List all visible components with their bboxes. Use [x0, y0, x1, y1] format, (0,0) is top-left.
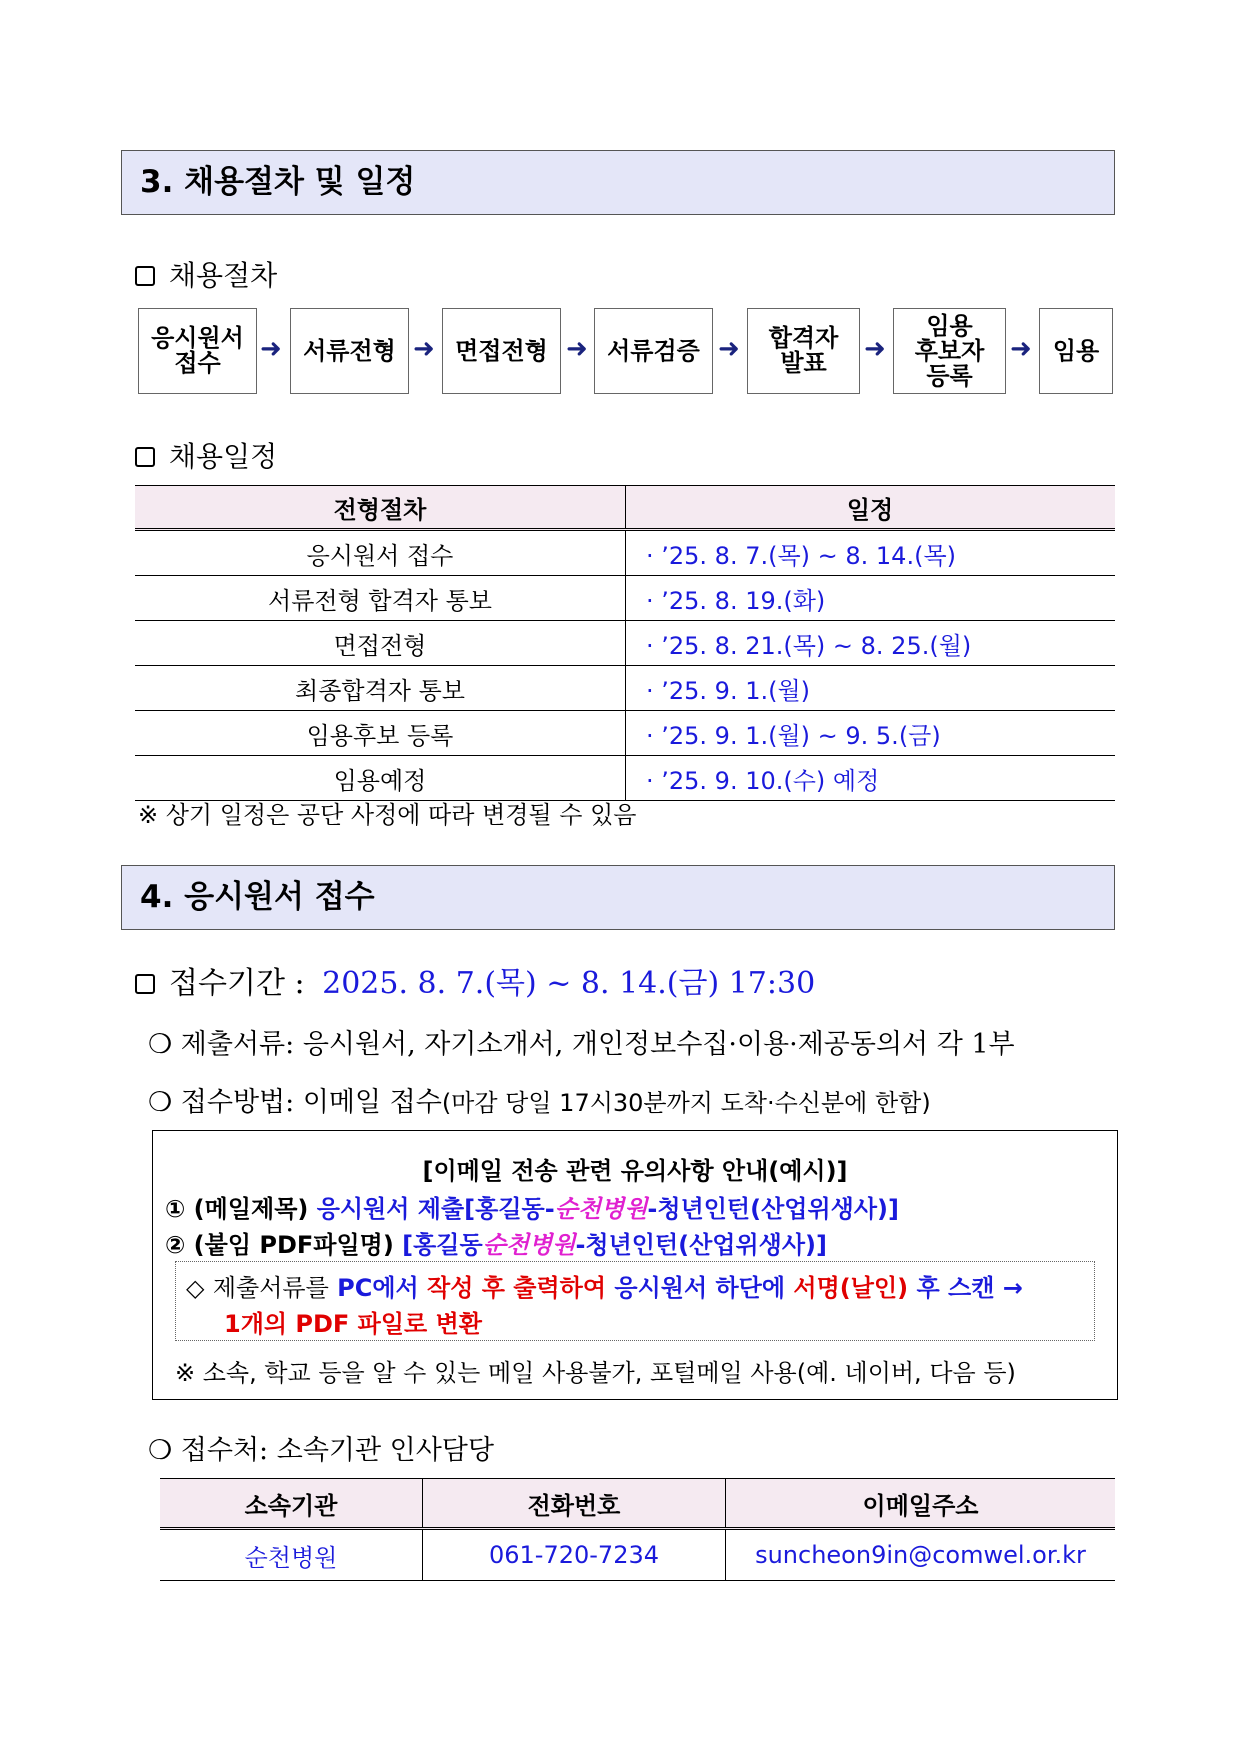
stage-cell: 임용후보 등록 — [135, 711, 626, 756]
notice-line-2: ② (붙임 PDF파일명) [홍길동순천병원-청년인턴(산업위생사)] — [165, 1231, 827, 1259]
notice-inner-line-1: ◇ 제출서류를 PC에서 작성 후 출력하여 응시원서 하단에 서명(날인) 후 스캔 → — [186, 1274, 1023, 1302]
procedure-title: 채용절차 — [135, 254, 277, 294]
table-row — [135, 666, 1115, 711]
step-application: 응시원서 접수 — [138, 308, 257, 394]
section3-header: 3. 채용절차 및 일정 — [121, 150, 1115, 215]
office-value: 소속기관 인사담당 — [276, 1435, 494, 1466]
contact-phone: 061-720-7234 — [423, 1529, 726, 1581]
method-note: (마감 당일 17시30분까지 도착·수신분에 한함) — [441, 1089, 931, 1117]
method-label: ❍ 접수방법: — [148, 1087, 295, 1118]
arrow-icon: ➜ — [413, 334, 435, 364]
step-document-verification: 서류검증 — [594, 308, 713, 394]
stage-cell: 면접전형 — [135, 621, 626, 666]
stage-cell: 임용예정 — [135, 756, 626, 801]
period-label: 접수기간 : — [169, 966, 305, 1001]
table-row — [135, 621, 1115, 666]
docs-value: 응시원서, 자기소개서, 개인정보수집·이용·제공동의서 각 1부 — [302, 1029, 1015, 1060]
notice-footnote: ※ 소속, 학교 등을 알 수 있는 메일 사용불가, 포털메일 사용(예. 네이버, 다음 등) — [175, 1359, 1016, 1387]
period-value: 2025. 8. 7.(목) ~ 8. 14.(금) 17:30 — [322, 966, 816, 1001]
date-cell: · ’25. 9. 10.(수) 예정 — [626, 756, 1116, 801]
date-cell: · ’25. 8. 21.(목) ~ 8. 25.(월) — [626, 621, 1116, 666]
stage-cell: 응시원서 접수 — [135, 530, 626, 576]
contact-table — [160, 1478, 1115, 1581]
office-line — [148, 1428, 494, 1467]
office-label: ❍ 접수처: — [148, 1435, 269, 1466]
contact-org: 순천병원 — [160, 1529, 423, 1581]
table-row — [135, 576, 1115, 621]
contact-email[interactable]: suncheon9in@comwel.or.kr — [726, 1529, 1116, 1581]
notice-line-1: ① (메일제목) 응시원서 제출[홍길동-순천병원-청년인턴(산업위생사)] — [165, 1195, 899, 1223]
contact-header-org: 소속기관 — [160, 1479, 423, 1529]
notice-inner-line-2: 1개의 PDF 파일로 변환 — [224, 1310, 482, 1338]
method-value: 이메일 접수 — [302, 1087, 442, 1118]
stage-cell: 최종합격자 통보 — [135, 666, 626, 711]
diamond-icon: ◇ — [186, 1274, 205, 1302]
docs-line — [148, 1022, 1015, 1061]
date-cell: · ’25. 8. 19.(화) — [626, 576, 1116, 621]
table-row — [135, 711, 1115, 756]
date-cell: · ’25. 9. 1.(월) ~ 9. 5.(금) — [626, 711, 1116, 756]
docs-label: ❍ 제출서류: — [148, 1029, 295, 1060]
table-row — [135, 756, 1115, 801]
schedule-title: 채용일정 — [135, 435, 277, 475]
date-cell: · ’25. 8. 7.(목) ~ 8. 14.(목) — [626, 530, 1116, 576]
stage-cell: 서류전형 합격자 통보 — [135, 576, 626, 621]
method-line — [148, 1080, 931, 1119]
step-interview: 면접전형 — [442, 308, 561, 394]
email-notice-box — [152, 1130, 1118, 1400]
contact-header-phone: 전화번호 — [423, 1479, 726, 1529]
checkbox-icon — [135, 447, 155, 467]
arrow-icon: ➜ — [718, 334, 740, 364]
table-row — [160, 1529, 1115, 1581]
step-candidate-registration: 임용 후보자 등록 — [893, 308, 1006, 394]
step-document-screening: 서류전형 — [290, 308, 409, 394]
step-appointment: 임용 — [1039, 308, 1113, 394]
schedule-header-date: 일정 — [626, 486, 1116, 530]
notice-title: [이메일 전송 관련 유의사항 안내(예시)] — [422, 1157, 848, 1185]
arrow-icon: ➜ — [1010, 334, 1032, 364]
date-cell: · ’25. 9. 1.(월) — [626, 666, 1116, 711]
notice-inner-box — [175, 1261, 1095, 1341]
contact-header-email: 이메일주소 — [726, 1479, 1116, 1529]
table-row — [135, 530, 1115, 576]
arrow-icon: ➜ — [566, 334, 588, 364]
arrow-icon: ➜ — [864, 334, 886, 364]
checkbox-icon — [135, 266, 155, 286]
step-announcement: 합격자 발표 — [747, 308, 860, 394]
schedule-table — [135, 485, 1115, 801]
arrow-icon: ➜ — [260, 334, 282, 364]
section4-header: 4. 응시원서 접수 — [121, 865, 1115, 930]
schedule-header-stage: 전형절차 — [135, 486, 626, 530]
schedule-note: ※ 상기 일정은 공단 사정에 따라 변경될 수 있음 — [138, 801, 637, 829]
period-line — [135, 958, 815, 1002]
checkbox-icon — [135, 974, 155, 994]
